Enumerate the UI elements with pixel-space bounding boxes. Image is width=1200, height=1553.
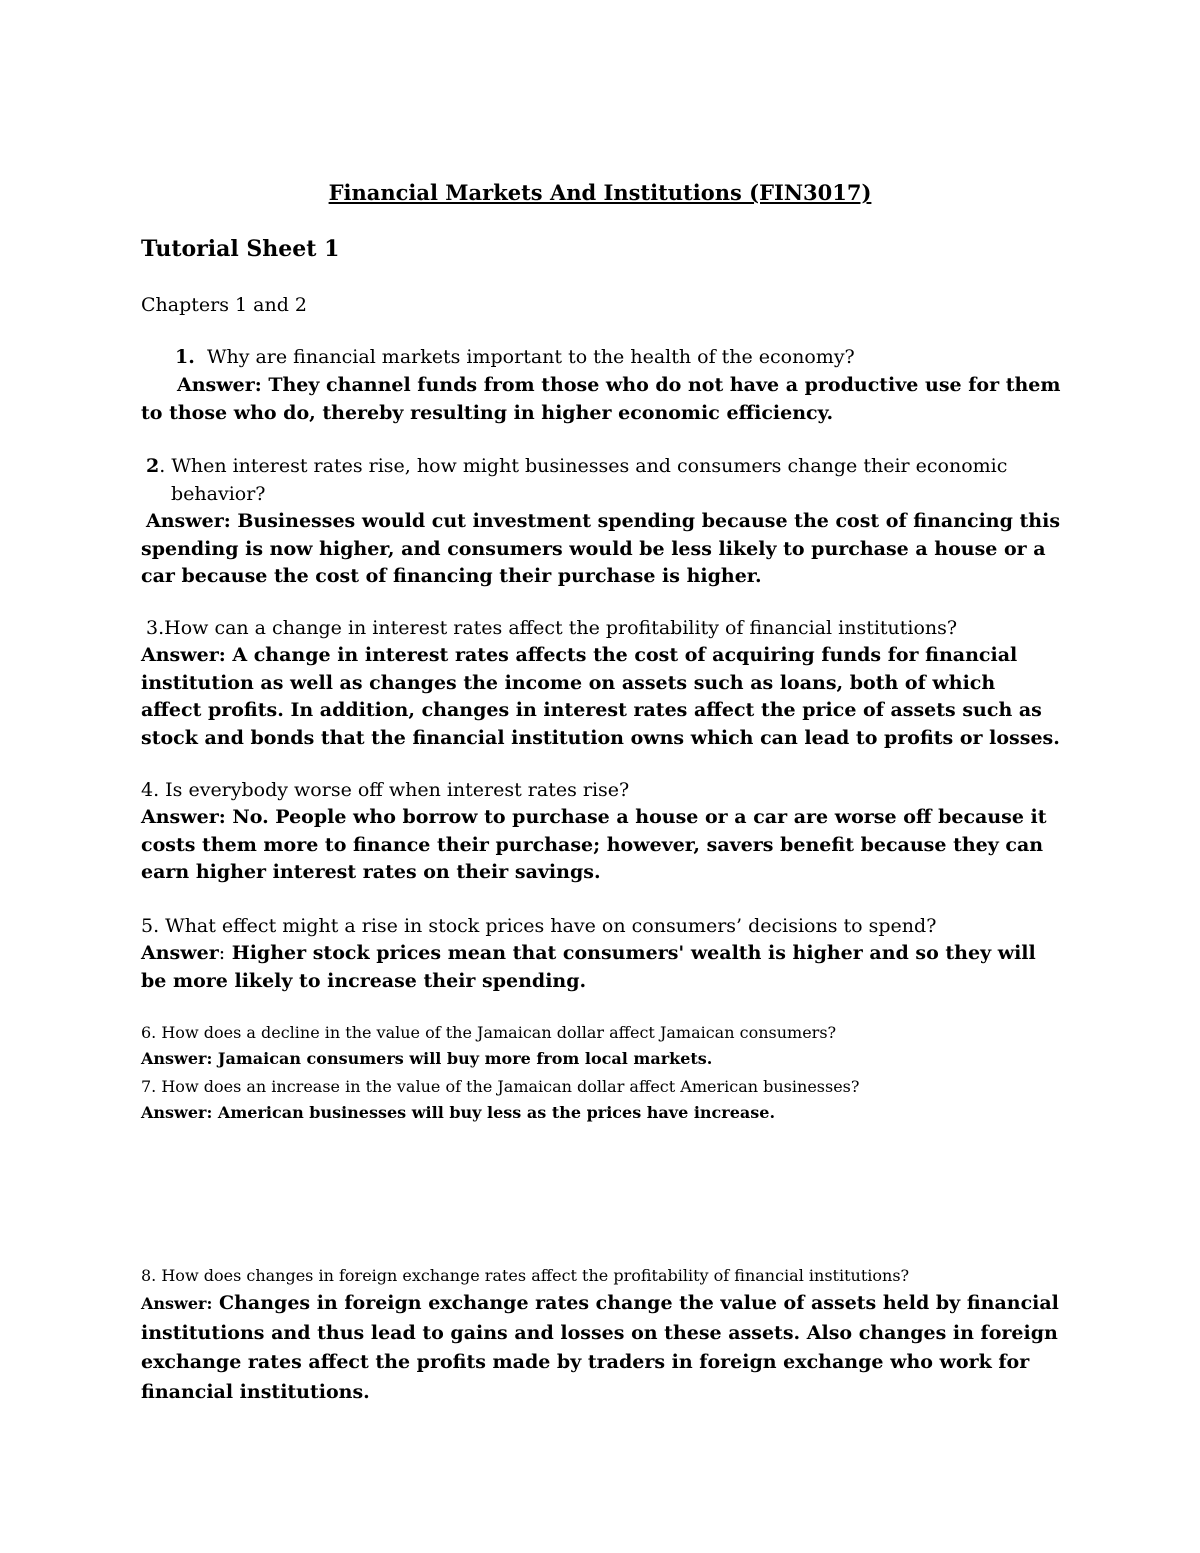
answer-3-label: Answer: xyxy=(141,644,226,666)
answer-6-text: Jamaican consumers will buy more from local markets. xyxy=(217,1049,713,1068)
answer-7-label: Answer: xyxy=(141,1103,213,1122)
answer-4 xyxy=(141,804,1061,887)
answer-8-text: Changes in foreign exchange rates change the value of assets held by financial institutions and thus lead to gains and losses on these assets. Also changes in foreign exchange rates affect the profits made by traders in foreign exchange who work for financial institutions. xyxy=(141,1292,1059,1403)
answer-8 xyxy=(141,1289,1061,1407)
question-1 xyxy=(141,344,1061,371)
question-4: 4. Is everybody worse off when interest rates rise? xyxy=(141,779,630,801)
answer-4-text: No. People who borrow to purchase a house or a car are worse off because it costs them more to finance their purchase; however, savers benefit because they can earn higher interest rates on their savings. xyxy=(141,806,1047,883)
question-7: 7. How does an increase in the value of the Jamaican dollar affect American businesses? xyxy=(141,1077,860,1096)
answer-1-label: Answer: xyxy=(177,374,262,396)
question-2-number: 2 xyxy=(146,455,160,477)
tutorial-sheet-heading: Tutorial Sheet 1 xyxy=(141,236,340,262)
question-6: 6. How does a decline in the value of the Jamaican dollar affect Jamaican consumers? xyxy=(141,1023,837,1042)
answer-5-colon: : xyxy=(218,942,226,964)
answer-2 xyxy=(141,508,1061,591)
question-3: 3.How can a change in interest rates affect the profitability of financial institutions? xyxy=(146,617,958,639)
document-title: Financial Markets And Institutions (FIN3017) xyxy=(328,180,872,205)
answer-4-label: Answer: xyxy=(141,806,226,828)
answer-5 xyxy=(141,940,1061,995)
answer-3 xyxy=(141,642,1061,752)
answer-1 xyxy=(141,372,1061,427)
question-2-continuation: behavior? xyxy=(171,483,266,505)
answer-5-label: Answer xyxy=(141,942,219,964)
question-5: 5. What effect might a rise in stock prices have on consumers’ decisions to spend? xyxy=(141,915,937,937)
answer-8-label: Answer: xyxy=(141,1294,213,1313)
chapters-heading: Chapters 1 and 2 xyxy=(141,294,307,316)
answer-7-text: American businesses will buy less as the prices have increase. xyxy=(217,1103,776,1122)
answer-3-text: A change in interest rates affects the cost of acquiring funds for financial institution as well as changes the income on assets such as loans, both of which affect profits. In addition, changes in interest rates affect the price of assets such as stock and bonds that the financial institution owns which can lead to profits or losses. xyxy=(141,644,1060,749)
answer-5-text: Higher stock prices mean that consumers' wealth is higher and so they will be more likely to increase their spending. xyxy=(141,942,1036,992)
answer-2-label: Answer: xyxy=(146,510,231,532)
question-2-text: . When interest rates rise, how might businesses and consumers change their economic xyxy=(159,455,1008,477)
answer-7 xyxy=(141,1100,1061,1126)
question-1-text: Why are financial markets important to the health of the economy? xyxy=(206,346,855,368)
question-1-number: 1. xyxy=(175,346,195,368)
answer-1-text: They channel funds from those who do not have a productive use for them to those who do, thereby resulting in higher economic efficiency. xyxy=(141,374,1061,424)
question-8: 8. How does changes in foreign exchange rates affect the profitability of financial institutions? xyxy=(141,1266,910,1285)
answer-2-text: Businesses would cut investment spending because the cost of financing this spending is now higher, and consumers would be less likely to purchase a house or a car because the cost of financing their purchase is higher. xyxy=(141,510,1061,587)
question-2 xyxy=(141,453,1061,480)
answer-6 xyxy=(141,1046,1061,1072)
answer-6-label: Answer: xyxy=(141,1049,213,1068)
